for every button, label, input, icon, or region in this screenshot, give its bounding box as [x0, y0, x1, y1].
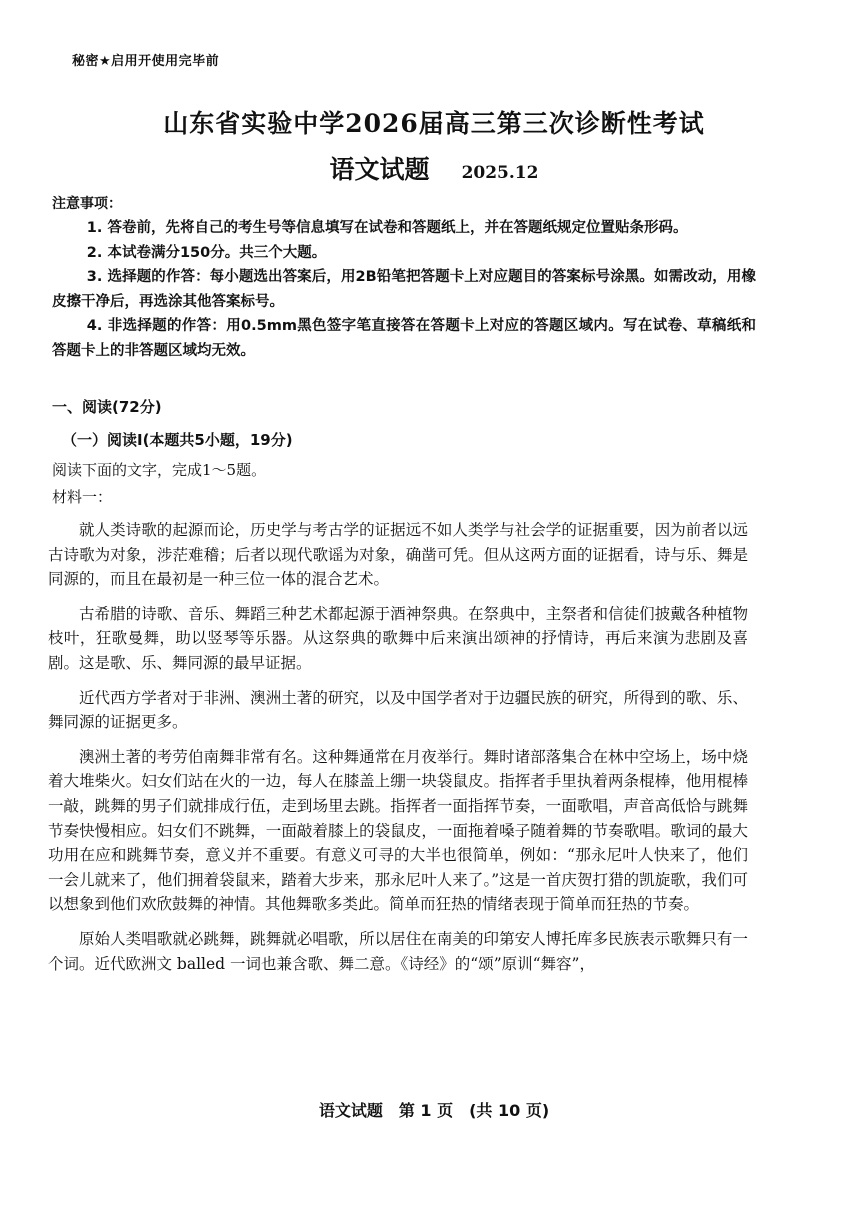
sub-section-title: （一）阅读Ⅰ(本题共5小题，19分) — [62, 431, 293, 449]
notice-item: 1. 答卷前，先将自己的考生号等信息填写在试卷和答题纸上，并在答题纸规定位置贴条形码。 — [86, 220, 688, 236]
reading-instruction: 阅读下面的文字，完成1～5题。 — [52, 461, 267, 479]
passage-paragraph: 就人类诗歌的起源而论，历史学与考古学的证据远不如人类学与社会学的证据重要，因为前者以远古诗歌为对象，涉茫难稽；后者以现代歌谣为对象，确凿可凭。但从这两方面的证据看，诗与乐、舞是同源的，而且在最初是一种三位一体的混合艺术。 — [48, 521, 748, 589]
material-label: 材料一： — [52, 488, 113, 506]
passage-paragraph: 澳洲土著的考劳伯南舞非常有名。这种舞通常在月夜举行。舞时诸部落集合在林中空场上，场中烧着大堆柴火。妇女们站在火的一边，每人在膝盖上绷一块袋鼠皮。指挥者手里执着两条棍棒，他用棍棒一敲，跳舞的男子们就排成行伍，走到场里去跳。指挥者一面指挥节奏，一面歌唱，声音高低恰与跳舞节奏快慢相应。妇女们不跳舞，一面敲着膝上的袋鼠皮，一面拖着嗓子随着舞的节奏歌唱。歌词的最大功用在应和跳舞节奏，意义并不重要。有意义可寻的大半也很简单，例如：“那永尼叶人快来了，他们一会儿就来了，他们拥着袋鼠来，踏着大步来，那永尼叶人来了。”这是一首庆贺打猎的凯旋歌，我们可以想象到他们欢欣鼓舞的神情。其他舞歌多类此。简单而狂热的情绪表现于简单而狂热的节奏。 — [48, 747, 748, 914]
passage-paragraph: 近代西方学者对于非洲、澳洲土著的研究，以及中国学者对于边疆民族的研究，所得到的歌、乐、舞同源的证据更多。 — [48, 688, 748, 732]
exam-title: 山东省实验中学2026届高三第三次诊断性考试 — [163, 109, 705, 138]
exam-subject-line — [0, 150, 868, 186]
notice-list — [52, 216, 756, 363]
notice-item: 4. 非选择题的作答：用0.5mm黑色签字笔直接答在答题卡上对应的答题区域内。写在试卷、草稿纸和答题卡上的非答题区域均无效。 — [52, 318, 756, 359]
reading-passage — [48, 518, 748, 986]
passage-paragraph: 古希腊的诗歌、音乐、舞蹈三种艺术都起源于酒神祭典。在祭典中，主祭者和信徒们披戴各种植物枝叶，狂歌曼舞，助以竖琴等乐器。从这祭典的歌舞中后来演出颂神的抒情诗，再后来演为悲剧及喜剧。这是歌、乐、舞同源的最早证据。 — [48, 604, 748, 672]
part-title: 一、阅读(72分) — [52, 398, 162, 416]
exam-subject: 语文试题 — [329, 155, 430, 184]
page-footer: 语文试题 第 1 页 (共 10 页) — [318, 1101, 550, 1120]
notice-item: 3. 选择题的作答：每小题选出答案后，用2B铅笔把答题卡上对应题目的答案标号涂黑。如需改动，用橡皮擦干净后，再选涂其他答案标号。 — [52, 269, 756, 310]
notice-heading: 注意事项： — [52, 196, 122, 212]
passage-paragraph: 原始人类唱歌就必跳舞，跳舞就必唱歌，所以居住在南美的印第安人博托库多民族表示歌舞只有一个词。近代欧洲文 balled 一词也兼含歌、舞二意。《诗经》的“颂”原训“舞容”， — [48, 929, 748, 973]
exam-date: 2025.12 — [461, 163, 539, 183]
notice-item: 2. 本试卷满分150分。共三个大题。 — [86, 244, 327, 261]
secret-label: 秘密★启用开使用完毕前 — [72, 54, 220, 69]
